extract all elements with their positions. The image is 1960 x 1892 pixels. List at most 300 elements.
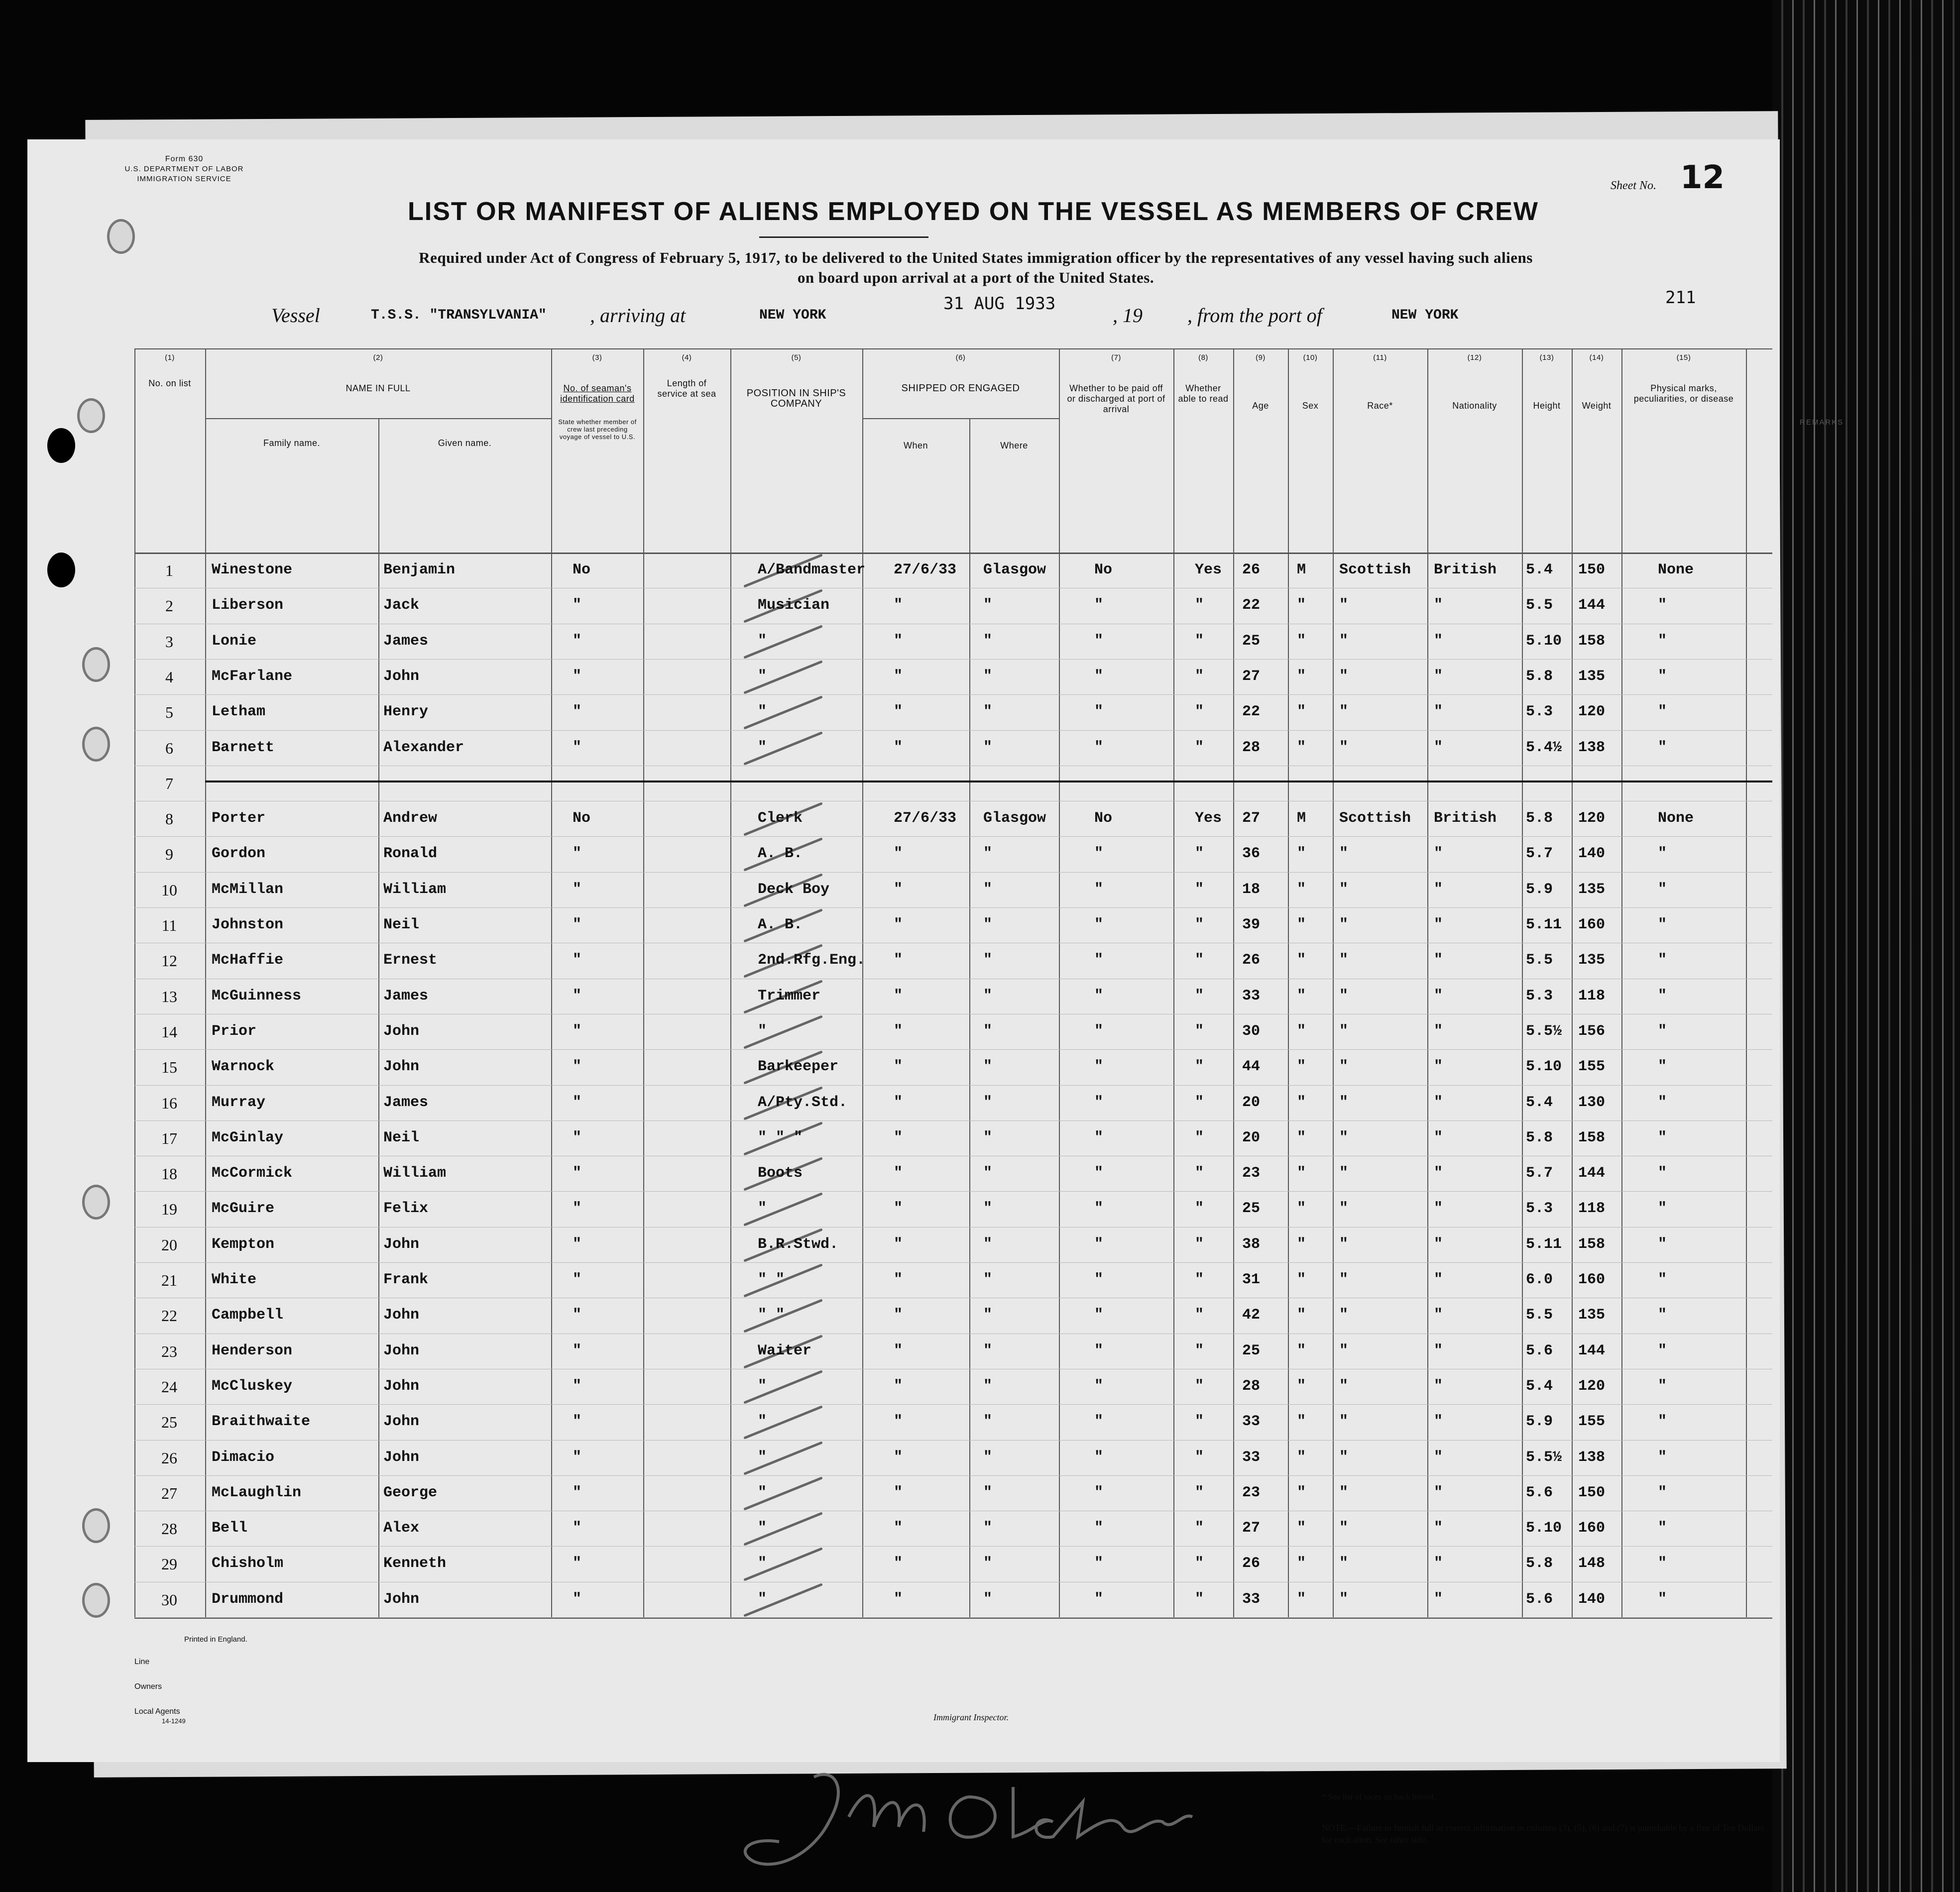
row-number: 16 [161, 1094, 177, 1112]
col-number: (14) [1589, 353, 1604, 362]
cell-marks: " [1658, 1094, 1667, 1111]
cell-when: " [894, 1413, 903, 1431]
cell-card: " [573, 1555, 582, 1572]
row-divider [134, 1440, 1772, 1441]
cell-card: " [573, 1165, 582, 1182]
cell-position: B.R.Stwd. [758, 1235, 839, 1253]
cell-position: 2nd.Rfg.Eng. [758, 952, 866, 969]
cell-weight: 144 [1578, 1342, 1606, 1359]
cell-marks: " [1658, 1129, 1667, 1146]
from-label: , from the port of [1187, 304, 1322, 327]
cell-height: 5.6 [1526, 1342, 1553, 1359]
cell-family: McCormick [212, 1165, 293, 1182]
cell-marks: " [1658, 1307, 1667, 1324]
cell-nationality: British [1434, 810, 1497, 827]
cell-where: " [983, 1165, 993, 1182]
cell-marks: " [1658, 1342, 1667, 1359]
cell-height: 5.5½ [1526, 1448, 1562, 1466]
cell-weight: 148 [1578, 1555, 1606, 1572]
cell-weight: 150 [1578, 1484, 1606, 1501]
row-number: 23 [161, 1342, 177, 1360]
cell-sex: " [1297, 881, 1306, 898]
cell-race: " [1339, 1377, 1349, 1395]
race-note: * See list of races on back hereof. [1322, 1792, 1436, 1801]
cell-height: 5.3 [1526, 987, 1553, 1004]
cell-paid: " [1094, 1342, 1104, 1359]
cell-given: Alex [383, 1520, 420, 1537]
sheet-label: Sheet No. [1611, 179, 1656, 192]
service: IMMIGRATION SERVICE [137, 175, 231, 183]
cell-when: " [894, 952, 903, 969]
pencil-check-mark [743, 1015, 822, 1049]
cell-read: " [1195, 952, 1204, 969]
header-able-read: Whether able to read [1178, 383, 1229, 404]
cell-card: No [573, 810, 591, 827]
cell-nationality: " [1434, 1590, 1443, 1608]
cell-weight: 138 [1578, 739, 1606, 756]
cell-where: " [983, 881, 993, 898]
cell-position: " [758, 1413, 767, 1431]
cell-paid: " [1094, 916, 1104, 933]
row-number: 25 [161, 1413, 177, 1432]
cell-nationality: " [1434, 1165, 1443, 1182]
arriving-port: NEW YORK [759, 308, 826, 323]
cell-sex: " [1297, 1022, 1306, 1040]
cell-race: " [1339, 1200, 1349, 1218]
cell-family: Lonie [212, 632, 257, 650]
cell-weight: 135 [1578, 881, 1606, 898]
header-sex: Sex [1302, 401, 1319, 411]
cell-read: " [1195, 1129, 1204, 1146]
col-number: (15) [1676, 353, 1691, 362]
cell-family: McHaffie [212, 952, 284, 969]
cell-when: " [894, 1094, 903, 1111]
cell-family: Bell [212, 1520, 248, 1537]
cell-height: 5.5 [1526, 1307, 1553, 1324]
cell-paid: " [1094, 597, 1104, 614]
cell-family: Dimacio [212, 1448, 275, 1466]
header-name-in-full: NAME IN FULL [346, 383, 411, 393]
cell-paid: " [1094, 1271, 1104, 1288]
cell-when: " [894, 1484, 903, 1501]
cell-given: John [383, 1413, 420, 1431]
cell-given: James [383, 987, 429, 1004]
table-bottom-rule [134, 1618, 1772, 1619]
cell-race: " [1339, 632, 1349, 650]
cell-where: " [983, 1342, 993, 1359]
punch-hole-icon [82, 1185, 110, 1220]
cell-height: 5.11 [1526, 916, 1562, 933]
cell-age: 23 [1242, 1165, 1261, 1182]
subtitle-line-2: on board upon arrival at a port of the United States. [797, 269, 1154, 286]
cell-race: " [1339, 1484, 1349, 1501]
cell-family: McLaughlin [212, 1484, 302, 1501]
cell-race: " [1339, 703, 1349, 721]
vessel-label: Vessel [271, 304, 320, 327]
row-number: 13 [161, 987, 177, 1005]
cell-position: Barkeeper [758, 1058, 839, 1076]
cell-marks: " [1658, 1022, 1667, 1040]
cell-race: " [1339, 1413, 1349, 1431]
cell-paid: " [1094, 1307, 1104, 1324]
cell-height: 5.8 [1526, 1555, 1553, 1572]
cell-nationality: " [1434, 1520, 1443, 1537]
col-number: (9) [1256, 353, 1266, 362]
cell-sex: " [1297, 739, 1306, 756]
cell-card: " [573, 739, 582, 756]
cell-sex: " [1297, 1590, 1306, 1608]
cell-marks: " [1658, 597, 1667, 614]
cell-sex: " [1297, 1307, 1306, 1324]
cell-marks: " [1658, 916, 1667, 933]
cell-position: Trimmer [758, 987, 821, 1004]
cell-sex: " [1297, 703, 1306, 721]
cell-nationality: " [1434, 1235, 1443, 1253]
cell-nationality: " [1434, 987, 1443, 1004]
cell-age: 31 [1242, 1271, 1261, 1288]
cell-when: " [894, 987, 903, 1004]
cell-where: " [983, 952, 993, 969]
cell-sex: " [1297, 1200, 1306, 1218]
cell-read: " [1195, 1058, 1204, 1076]
cell-family: Johnston [212, 916, 284, 933]
cell-where: " [983, 1590, 993, 1608]
cell-card: " [573, 845, 582, 863]
cell-paid: " [1094, 845, 1104, 863]
cell-paid: " [1094, 1377, 1104, 1395]
cell-given: Andrew [383, 810, 438, 827]
cell-when: " [894, 1555, 903, 1572]
cell-when: " [894, 597, 903, 614]
cell-age: 22 [1242, 597, 1261, 614]
col-number: (2) [373, 353, 383, 362]
cell-when: " [894, 1235, 903, 1253]
cell-family: Gordon [212, 845, 266, 863]
cell-family: McGuinness [212, 987, 302, 1004]
cell-family: Liberson [212, 597, 284, 614]
cell-sex: M [1297, 561, 1306, 578]
punch-hole-icon [47, 553, 75, 587]
cell-given: Alexander [383, 739, 464, 756]
cell-age: 26 [1242, 561, 1261, 578]
cell-family: McMillan [212, 881, 284, 898]
pencil-check-mark [743, 660, 822, 694]
header-paid-off: Whether to be paid off or discharged at port of arrival [1067, 383, 1165, 414]
cell-nationality: " [1434, 1448, 1443, 1466]
cell-position: " " " [758, 1129, 803, 1146]
header-seaman-card: No. of seaman's identification card [560, 383, 635, 404]
cell-position: Musician [758, 597, 830, 614]
cell-card: " [573, 1235, 582, 1253]
cell-sex: " [1297, 1235, 1306, 1253]
cell-given: Neil [383, 1129, 420, 1146]
pencil-check-mark [743, 625, 822, 659]
pencil-check-mark [743, 1512, 822, 1546]
header-shipped: SHIPPED OR ENGAGED [901, 383, 1020, 394]
cell-sex: " [1297, 987, 1306, 1004]
row-number: 8 [165, 810, 173, 828]
cell-when: " [894, 1342, 903, 1359]
cell-height: 5.7 [1526, 845, 1553, 863]
cell-position: " [758, 668, 767, 685]
cell-given: James [383, 1094, 429, 1111]
cell-nationality: " [1434, 1484, 1443, 1501]
row-divider [134, 907, 1772, 908]
cell-where: Glasgow [983, 810, 1046, 827]
cell-given: William [383, 881, 447, 898]
cell-race: " [1339, 1165, 1349, 1182]
cell-height: 5.9 [1526, 881, 1553, 898]
cell-marks: " [1658, 1377, 1667, 1395]
header-remarks: REMARKS [1800, 418, 1844, 427]
cell-weight: 158 [1578, 632, 1606, 650]
cell-where: " [983, 703, 993, 721]
cell-where: " [983, 845, 993, 863]
cell-position: Deck Boy [758, 881, 830, 898]
row-divider [134, 1617, 1772, 1618]
cell-when: " [894, 1377, 903, 1395]
cell-where: " [983, 1520, 993, 1537]
cell-where: " [983, 916, 993, 933]
cell-family: Henderson [212, 1342, 293, 1359]
title-divider [759, 236, 928, 238]
cell-card: " [573, 1342, 582, 1359]
header-given-name: Given name. [438, 438, 492, 448]
cell-nationality: " [1434, 845, 1443, 863]
cell-age: 25 [1242, 1200, 1261, 1218]
header-seaman-card-note: State whether member of crew last preceding voyage of vessel to U.S. [558, 418, 637, 441]
pencil-check-mark [743, 1441, 822, 1475]
row-number: 2 [165, 597, 173, 615]
row-number: 22 [161, 1307, 177, 1325]
cell-age: 28 [1242, 1377, 1261, 1395]
cell-marks: " [1658, 1555, 1667, 1572]
cell-position: Boots [758, 1165, 803, 1182]
cell-nationality: " [1434, 1555, 1443, 1572]
cell-given: John [383, 1235, 420, 1253]
row-divider [134, 730, 1772, 731]
cell-when: " [894, 916, 903, 933]
cell-family: Prior [212, 1022, 257, 1040]
pencil-check-mark [743, 1476, 822, 1510]
cell-given: John [383, 1058, 420, 1076]
cell-height: 5.3 [1526, 703, 1553, 721]
printed-note: Printed in England. [184, 1635, 247, 1644]
col-number: (11) [1373, 353, 1387, 362]
cell-read: " [1195, 1484, 1204, 1501]
cell-age: 23 [1242, 1484, 1261, 1501]
cell-race: " [1339, 1022, 1349, 1040]
cell-when: " [894, 1129, 903, 1146]
cell-where: Glasgow [983, 561, 1046, 578]
cell-race: " [1339, 739, 1349, 756]
row-divider [134, 1191, 1772, 1192]
punch-hole-icon [47, 428, 75, 463]
cell-where: " [983, 1200, 993, 1218]
punch-hole-icon [82, 1508, 110, 1543]
cell-read: " [1195, 668, 1204, 685]
cell-paid: No [1094, 810, 1113, 827]
col-number: (3) [592, 353, 602, 362]
cell-nationality: " [1434, 881, 1443, 898]
cell-nationality: " [1434, 1377, 1443, 1395]
cell-family: Winestone [212, 561, 293, 578]
cell-age: 27 [1242, 1520, 1261, 1537]
row-divider [134, 1262, 1772, 1263]
row-divider [134, 1404, 1772, 1405]
cell-card: " [573, 1271, 582, 1288]
cell-paid: " [1094, 1094, 1104, 1111]
cell-family: Drummond [212, 1590, 284, 1608]
header-marks: Physical marks, peculiarities, or disease [1633, 383, 1734, 404]
cell-card: " [573, 668, 582, 685]
cell-weight: 135 [1578, 668, 1606, 685]
pencil-check-mark [743, 1583, 822, 1617]
cell-card: " [573, 703, 582, 721]
header-race: Race* [1367, 401, 1393, 411]
cell-height: 5.10 [1526, 1058, 1562, 1076]
cell-weight: 135 [1578, 1307, 1606, 1324]
cell-sex: " [1297, 1342, 1306, 1359]
cell-read: " [1195, 1413, 1204, 1431]
form-number: Form 630 [165, 155, 204, 163]
col-number: (5) [791, 353, 802, 362]
cell-nationality: " [1434, 1022, 1443, 1040]
cell-card: " [573, 1022, 582, 1040]
cell-read: " [1195, 1342, 1204, 1359]
cell-card: " [573, 1520, 582, 1537]
col-number: (7) [1111, 353, 1121, 362]
cell-race: " [1339, 1094, 1349, 1111]
row-number: 30 [161, 1590, 177, 1609]
row-number: 9 [165, 845, 173, 864]
header-weight: Weight [1582, 401, 1612, 411]
cell-family: McCluskey [212, 1377, 293, 1395]
cell-position: " [758, 1022, 767, 1040]
cell-weight: 118 [1578, 987, 1606, 1004]
row-divider [134, 836, 1772, 837]
cell-nationality: " [1434, 1307, 1443, 1324]
cell-given: James [383, 632, 429, 650]
cell-race: " [1339, 597, 1349, 614]
cell-when: " [894, 1058, 903, 1076]
cell-family: Campbell [212, 1307, 284, 1324]
cell-card: " [573, 1484, 582, 1501]
page-title: LIST OR MANIFEST OF ALIENS EMPLOYED ON THE VESSEL AS MEMBERS OF CREW [408, 197, 1539, 226]
cell-position: " [758, 1520, 767, 1537]
row-divider [134, 1085, 1772, 1086]
cell-read: " [1195, 1307, 1204, 1324]
cell-weight: 140 [1578, 845, 1606, 863]
cell-read: " [1195, 1022, 1204, 1040]
cell-where: " [983, 739, 993, 756]
cell-given: Felix [383, 1200, 429, 1218]
row-number: 12 [161, 952, 177, 970]
cell-age: 44 [1242, 1058, 1261, 1076]
row-number: 6 [165, 739, 173, 757]
cell-read: " [1195, 916, 1204, 933]
cell-height: 5.4 [1526, 1094, 1553, 1111]
cell-height: 5.4½ [1526, 739, 1562, 756]
header-where: Where [1000, 441, 1028, 450]
cell-paid: " [1094, 1058, 1104, 1076]
local-agents-label: Local Agents [134, 1707, 180, 1716]
cell-nationality: " [1434, 703, 1443, 721]
punch-hole-icon [82, 647, 110, 682]
cell-height: 5.7 [1526, 1165, 1553, 1182]
cell-sex: " [1297, 1129, 1306, 1146]
cell-race: " [1339, 1448, 1349, 1466]
punch-hole-icon [82, 727, 110, 762]
cell-marks: " [1658, 1235, 1667, 1253]
cell-position: " [758, 1590, 767, 1608]
cell-position: A/Pty.Std. [758, 1094, 848, 1111]
row-number: 28 [161, 1520, 177, 1538]
cell-given: John [383, 1342, 420, 1359]
cell-age: 28 [1242, 739, 1261, 756]
row-number: 24 [161, 1377, 177, 1396]
vessel-name: T.S.S. "TRANSYLVANIA" [371, 308, 547, 323]
cell-given: Ronald [383, 845, 438, 863]
cell-position: " [758, 703, 767, 721]
cell-when: " [894, 1307, 903, 1324]
penalty-note: NOTE.—Failure to furnish full or correct information in columns (3), (5), (6) and (7) is punishable by a fine of Ten Dollars for each alien. See other side. [1322, 1823, 1764, 1845]
cell-paid: " [1094, 1590, 1104, 1608]
cell-marks: " [1658, 632, 1667, 650]
cell-age: 20 [1242, 1129, 1261, 1146]
cell-age: 26 [1242, 1555, 1261, 1572]
col-number: (13) [1539, 353, 1554, 362]
pencil-check-mark [743, 696, 822, 730]
cell-card: " [573, 1413, 582, 1431]
cell-weight: 156 [1578, 1022, 1606, 1040]
cell-marks: None [1658, 810, 1694, 827]
cell-weight: 135 [1578, 952, 1606, 969]
cell-read: " [1195, 739, 1204, 756]
cell-nationality: British [1434, 561, 1497, 578]
cell-card: " [573, 916, 582, 933]
cell-family: Barnett [212, 739, 275, 756]
cell-height: 5.6 [1526, 1590, 1553, 1608]
cell-given: Benjamin [383, 561, 456, 578]
row-number: 11 [161, 916, 177, 934]
cell-weight: 130 [1578, 1094, 1606, 1111]
cell-weight: 140 [1578, 1590, 1606, 1608]
header-length-service: Length of service at sea [657, 378, 716, 399]
cell-where: " [983, 1377, 993, 1395]
col-number: (1) [165, 353, 175, 362]
scan-edge-artifact [1772, 0, 1960, 1892]
cell-height: 5.11 [1526, 1235, 1562, 1253]
arriving-label: , arriving at [590, 304, 686, 327]
cell-marks: " [1658, 668, 1667, 685]
cell-paid: " [1094, 1235, 1104, 1253]
cell-paid: " [1094, 1200, 1104, 1218]
cell-age: 25 [1242, 1342, 1261, 1359]
cell-given: John [383, 1022, 420, 1040]
col-number: (8) [1198, 353, 1208, 362]
cell-nationality: " [1434, 1271, 1443, 1288]
cell-marks: " [1658, 1058, 1667, 1076]
row-divider [134, 1049, 1772, 1050]
cell-when: " [894, 1590, 903, 1608]
cell-read: " [1195, 632, 1204, 650]
cell-sex: " [1297, 1058, 1306, 1076]
cell-height: 5.8 [1526, 668, 1553, 685]
row-divider [134, 872, 1772, 873]
row-number: 18 [161, 1165, 177, 1183]
header-position: POSITION IN SHIP'S COMPANY [746, 388, 846, 409]
